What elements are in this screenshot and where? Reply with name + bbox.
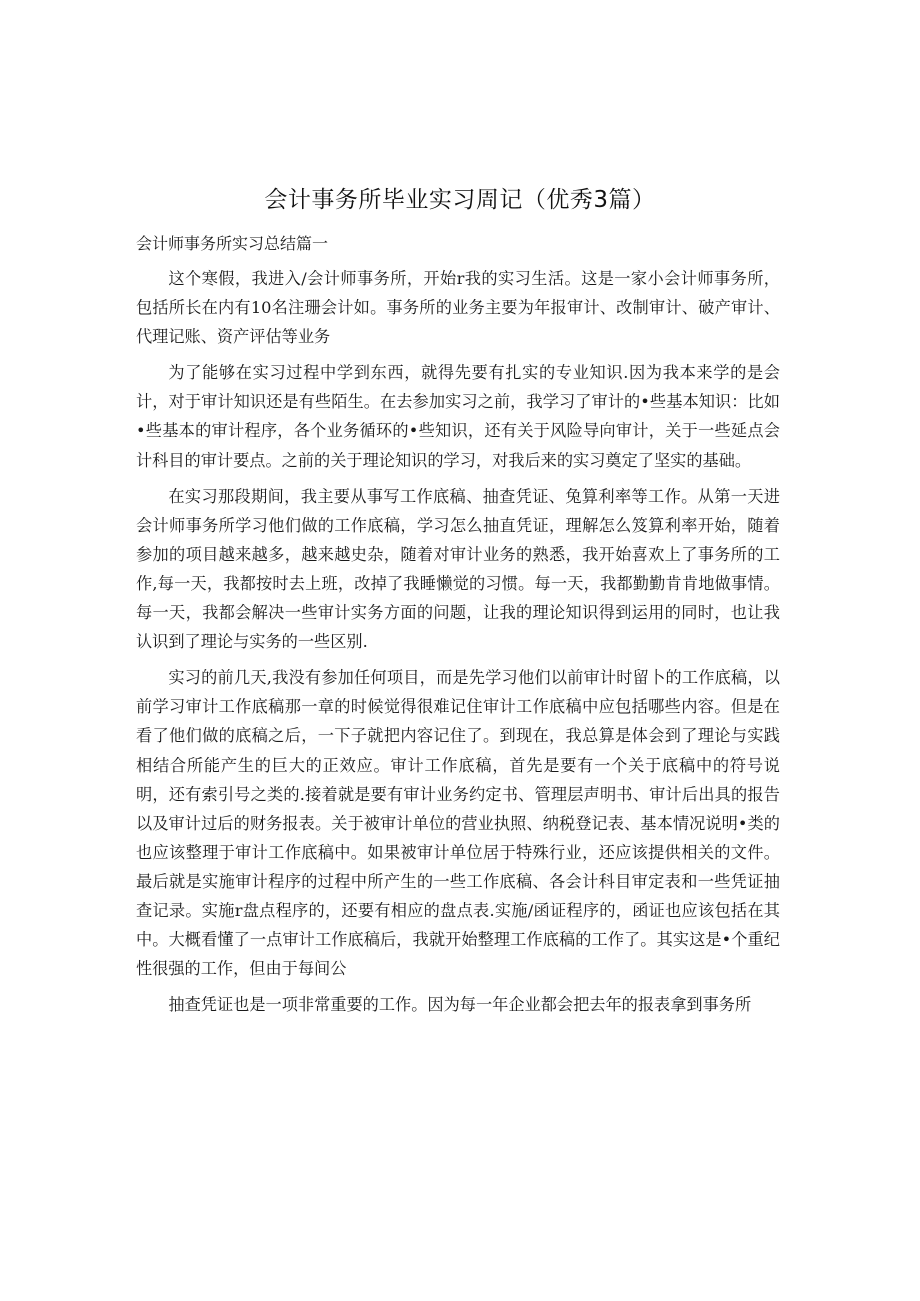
document-body: [136, 264, 780, 1026]
document-title: 会计事务所毕业实习周记（优秀3篇）: [264, 187, 656, 213]
section-heading: 会计师事务所实习总结篇一: [136, 234, 329, 253]
paragraph: 抽查凭证也是一项非常重要的工作。因为每一年企业都会把去年的报表拿到事务所: [168, 995, 752, 1015]
paragraph: 这个寒假，我进入/会计师事务所，开始r我的实习生活。这是一家小会计师事务所，包括所长在内有10名注珊会计如。事务所的业务主要为年报审计、改制审计、破产审计、代理记账、资产评估等业务: [136, 269, 780, 347]
paragraph: 实习的前几天,我没有参加任何项目，而是先学习他们以前审计时留卜的工作底稿，以前学习审计工作底稿那一章的时候觉得很难记住审计工作底稿中应包括哪些内容。但是在看了他们做的底稿之后，一下子就把内容记住了。到现在，我总算是体会到了理论与实践相结合所能产生的巨大的正效应。审计工作底稿，首先是要有一个关于底稿中的符号说明，还有索引号之类的.接着就是要有审计业务约定书、管理层声明书、审计后出具的报告以及审计过后的财务报表。关于被审计单位的营业执照、纳税登记表、基本情况说明•类的也应该整理于审计工作底稿中。如果被审计单位居于特殊行业，还应该提供相关的文件。最后就是实施审计程序的过程中所产生的一些工作底稿、各会计科目审定表和一些凭证抽查记录。实施r盘点程序的，还要有相应的盘点表.实施/函证程序的，函证也应该包括在其中。大概看懂了一点审计工作底稿后，我就开始整理工作底稿的工作了。其实这是•个重纪性很强的工作，但由于每间公: [136, 668, 780, 979]
paragraph: 在实习那段期间，我主要从事写工作底稿、抽查凭证、兔算利率等工作。从第一天进会计师事务所学习他们做的工作底稿，学习怎么抽直凭证，理解怎么笈算利率开始，随着参加的项目越来越多，越来越史杂，随着对审计业务的熟悉，我开始喜欢上了事务所的工作,每一天，我都按时去上班，改掉了我睡懒觉的习惯。每一天，我都勤勤肯肯地做事情。每一天，我都会解决一些审计实务方面的问题，让我的理论知识得到运用的同时，也让我认识到了理论与实务的一些区别.: [136, 486, 780, 652]
paragraph: 为了能够在实习过程中学到东西，就得先要有扎实的专业知识.因为我本来学的是会计，对于审计知识还是有些陌生。在去参加实习之前，我学习了审计的•些基本知识：比如•些基本的审计程序，各个业务循环的•些知识，还有关于风险导向审计，关于一些延点会计科目的审计要点。之前的关于理论知识的学习，对我后来的实习奠定了坚实的基础。: [136, 363, 780, 470]
